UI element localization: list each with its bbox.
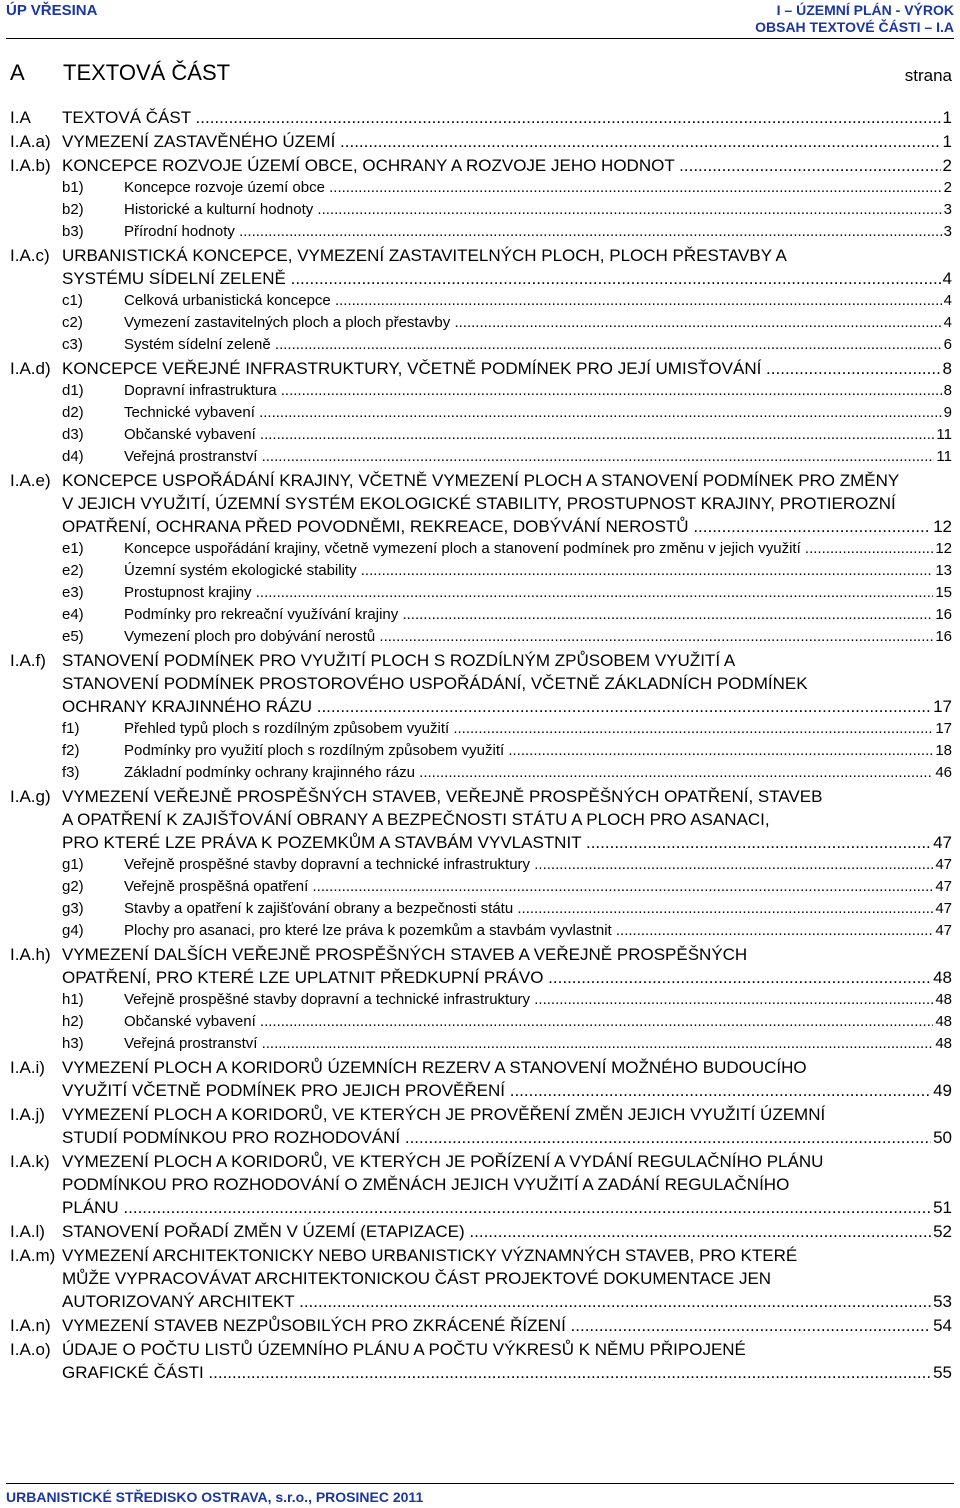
- toc-entry-last-line: [124, 424, 952, 446]
- toc-entry-text: [124, 538, 933, 560]
- toc-entry-text: [62, 130, 941, 153]
- toc-entry-text: [62, 1126, 931, 1149]
- toc-entry-text: [124, 604, 933, 626]
- toc-entry-text: [62, 154, 941, 177]
- toc-entry-page: 16: [935, 606, 952, 623]
- toc-entry-page: 1: [942, 132, 952, 151]
- toc-subentry[interactable]: [10, 626, 952, 648]
- toc-entry-page: 12: [933, 517, 952, 536]
- toc-entry-number: I.A.h): [10, 945, 51, 964]
- toc-entry[interactable]: [10, 1150, 952, 1219]
- toc-entry-page: 3: [943, 201, 952, 218]
- table-of-contents: [10, 106, 952, 1384]
- toc-entry-text: [62, 357, 941, 380]
- toc-entry-title: GRAFICKÉ ČÁSTI: [62, 1363, 204, 1382]
- toc-entry[interactable]: [10, 1103, 952, 1149]
- toc-entry[interactable]: [10, 106, 952, 129]
- toc-entry-title: Stavby a opatření k zajišťování obrany a bezpečnosti státu: [124, 900, 514, 917]
- toc-entry-last-line: [124, 582, 952, 604]
- toc-entry[interactable]: [10, 943, 952, 989]
- toc-entry[interactable]: [10, 1338, 952, 1384]
- toc-entry-title: Systém sídelní zeleně: [124, 336, 271, 353]
- toc-entry-number: g1): [62, 856, 84, 873]
- toc-subentry[interactable]: [10, 898, 952, 920]
- toc-entry-text: [124, 177, 942, 199]
- toc-entry-title: Veřejně prospěšná opatření: [124, 878, 309, 895]
- toc-entry-number: I.A.d): [10, 359, 51, 378]
- toc-entry[interactable]: [10, 785, 952, 854]
- toc-entry-last-line: [124, 898, 952, 920]
- toc-entry-last-line: [62, 130, 952, 153]
- toc-entry-text: [62, 1290, 931, 1313]
- toc-entry-text: [124, 582, 933, 604]
- toc-entry-page: 18: [935, 742, 952, 759]
- toc-entry-last-line: [62, 831, 952, 854]
- toc-entry-title: SYSTÉMU SÍDELNÍ ZELENĚ: [62, 269, 286, 288]
- footer-text: URBANISTICKÉ STŘEDISKO OSTRAVA, s.r.o., PROSINEC 2011: [6, 1489, 424, 1505]
- toc-entry-number: I.A.e): [10, 471, 51, 490]
- toc-entry-title: Podmínky pro využití ploch s rozdílným způsobem využití: [124, 742, 505, 759]
- toc-entry-text-line: PODMÍNKOU PRO ROZHODOVÁNÍ O ZMĚNÁCH JEJICH VYUŽITÍ A ZADÁNÍ REGULAČNÍHO: [62, 1175, 790, 1194]
- page-column-label: strana: [904, 66, 952, 85]
- toc-entry-text-line: VYMEZENÍ PLOCH A KORIDORŮ, VE KTERÝCH JE PROVĚŘENÍ ZMĚN JEJICH VYUŽITÍ ÚZEMNÍ: [62, 1105, 826, 1124]
- toc-entry-page: 47: [935, 878, 952, 895]
- toc-entry-text: [124, 334, 942, 356]
- header-document-info: [755, 2, 954, 36]
- toc-entry-text: [124, 718, 933, 740]
- toc-entry-text: [62, 966, 931, 989]
- toc-entry-text-line: MŮŽE VYPRACOVÁVAT ARCHITEKTONICKOU ČÁST PROJEKTOVÉ DOKUMENTACE JEN: [62, 1269, 772, 1288]
- toc-entry-title: OPATŘENÍ, PRO KTERÉ LZE UPLATNIT PŘEDKUPNÍ PRÁVO: [62, 968, 544, 987]
- toc-entry-title: Přehled typů ploch s rozdílným způsobem využití: [124, 720, 450, 737]
- toc-entry-last-line: [124, 626, 952, 648]
- toc-entry-page: 47: [935, 922, 952, 939]
- toc-entry-last-line: [124, 854, 952, 876]
- toc-entry-title: PLÁNU: [62, 1198, 119, 1217]
- toc-entry-number: c1): [62, 292, 83, 309]
- toc-entry-number: h1): [62, 991, 84, 1008]
- toc-entry-last-line: [124, 1011, 952, 1033]
- toc-entry[interactable]: [10, 1220, 952, 1243]
- toc-entry-title: Vymezení ploch pro dobývání nerostů: [124, 628, 376, 645]
- toc-entry-title: VYMEZENÍ STAVEB NEZPŮSOBILÝCH PRO ZKRÁCENÉ ŘÍZENÍ: [62, 1316, 566, 1335]
- toc-entry-last-line: [124, 199, 952, 221]
- toc-entry-text: [62, 1079, 931, 1102]
- toc-entry-page: 54: [933, 1316, 952, 1335]
- toc-entry-number: b2): [62, 201, 84, 218]
- toc-entry-text-line: VYMEZENÍ PLOCH A KORIDORŮ, VE KTERÝCH JE POŘÍZENÍ A VYDÁNÍ REGULAČNÍHO PLÁNU: [62, 1152, 824, 1171]
- toc-entry-page: 13: [935, 562, 952, 579]
- toc-entry[interactable]: [10, 649, 952, 718]
- toc-entry-text: [124, 854, 933, 876]
- toc-entry-title: Celková urbanistická koncepce: [124, 292, 331, 309]
- toc-entry-page: 48: [935, 1013, 952, 1030]
- toc-entry-text: [62, 106, 941, 129]
- toc-entry-number: I.A.a): [10, 132, 51, 151]
- toc-entry-number: f3): [62, 764, 80, 781]
- toc-entry-page: 53: [933, 1292, 952, 1311]
- toc-subentry[interactable]: [10, 560, 952, 582]
- toc-entry-text-line: VYMEZENÍ ARCHITEKTONICKY NEBO URBANISTICKY VÝZNAMNÝCH STAVEB, PRO KTERÉ: [62, 1246, 798, 1265]
- toc-entry-page: 2: [942, 156, 952, 175]
- toc-subentry[interactable]: [10, 989, 952, 1011]
- toc-entry-page: 48: [933, 968, 952, 987]
- toc-entry-title: Koncepce rozvoje území obce: [124, 179, 325, 196]
- toc-entry-last-line: [124, 380, 952, 402]
- toc-entry-last-line: [124, 402, 952, 424]
- toc-entry-last-line: [62, 267, 952, 290]
- toc-entry-title: STUDIÍ PODMÍNKOU PRO ROZHODOVÁNÍ: [62, 1128, 401, 1147]
- toc-entry-page: 52: [933, 1222, 952, 1241]
- toc-entry-title: Územní systém ekologické stability: [124, 562, 357, 579]
- toc-entry-last-line: [124, 446, 952, 468]
- toc-subentry[interactable]: [10, 1033, 952, 1055]
- toc-entry-number: e1): [62, 540, 84, 557]
- toc-entry-number: b1): [62, 179, 84, 196]
- toc-entry-number: g4): [62, 922, 84, 939]
- toc-entry-last-line: [124, 876, 952, 898]
- toc-entry-last-line: [62, 966, 952, 989]
- toc-title-letter: A: [10, 60, 25, 85]
- toc-entry-page: 48: [935, 991, 952, 1008]
- toc-entry-last-line: [62, 1314, 952, 1337]
- toc-entry-page: 15: [935, 584, 952, 601]
- toc-entry-text-line: V JEJICH VYUŽITÍ, ÚZEMNÍ SYSTÉM EKOLOGICKÉ STABILITY, PROSTUPNOST KRAJINY, PROTIEROZNÍ: [62, 494, 896, 513]
- toc-subentry[interactable]: [10, 402, 952, 424]
- toc-entry-title: TEXTOVÁ ČÁST: [62, 108, 191, 127]
- toc-subentry[interactable]: [10, 740, 952, 762]
- toc-entry-title: Plochy pro asanaci, pro které lze práva k pozemkům a stavbám vyvlastnit: [124, 922, 612, 939]
- toc-entry-number: e2): [62, 562, 84, 579]
- toc-entry-text: [124, 626, 933, 648]
- toc-entry[interactable]: [10, 130, 952, 153]
- toc-entry-page: 4: [943, 292, 952, 309]
- toc-entry-text-line: VYMEZENÍ DALŠÍCH VEŘEJNĚ PROSPĚŠNÝCH STAVEB A VEŘEJNĚ PROSPĚŠNÝCH: [62, 945, 748, 964]
- toc-entry-number: I.A.c): [10, 246, 50, 265]
- toc-entry-title: STANOVENÍ POŘADÍ ZMĚN V ÚZEMÍ (ETAPIZACE): [62, 1222, 465, 1241]
- toc-entry-page: 47: [935, 900, 952, 917]
- toc-entry-page: 4: [943, 314, 952, 331]
- toc-entry-text: [62, 831, 931, 854]
- toc-entry-number: I.A.l): [10, 1222, 45, 1241]
- toc-entry-title: Občanské vybavení: [124, 426, 256, 443]
- toc-entry-last-line: [62, 1079, 952, 1102]
- toc-entry-number: I.A.j): [10, 1105, 45, 1124]
- toc-entry-title: KONCEPCE ROZVOJE ÚZEMÍ OBCE, OCHRANY A ROZVOJE JEHO HODNOT: [62, 156, 675, 175]
- toc-entry-number: h3): [62, 1035, 84, 1052]
- toc-subentry[interactable]: [10, 538, 952, 560]
- toc-subentry[interactable]: [10, 604, 952, 626]
- toc-entry[interactable]: [10, 1314, 952, 1337]
- toc-entry-number: e3): [62, 584, 84, 601]
- toc-entry-last-line: [124, 740, 952, 762]
- toc-entry-text: [124, 402, 942, 424]
- toc-subentry[interactable]: [10, 424, 952, 446]
- toc-entry-text: [124, 446, 934, 468]
- toc-entry-number: h2): [62, 1013, 84, 1030]
- toc-entry-text: [124, 1033, 933, 1055]
- toc-entry-number: d1): [62, 382, 84, 399]
- header-section-title: OBSAH TEXTOVÉ ČÁSTI – I.A: [755, 19, 954, 35]
- toc-entry-page: 8: [943, 382, 952, 399]
- toc-entry-text: [62, 1314, 931, 1337]
- toc-entry-text: [124, 380, 942, 402]
- toc-entry[interactable]: [10, 357, 952, 380]
- toc-entry-last-line: [124, 221, 952, 243]
- toc-entry-text: [124, 199, 942, 221]
- toc-entry-text: [62, 1220, 931, 1243]
- toc-entry-number: I.A.f): [10, 651, 46, 670]
- toc-entry-title: Vymezení zastavitelných ploch a ploch přestavby: [124, 314, 451, 331]
- toc-subentry[interactable]: [10, 446, 952, 468]
- toc-entry-page: 9: [943, 404, 952, 421]
- toc-entry-text: [62, 1361, 931, 1384]
- toc-entry-last-line: [124, 177, 952, 199]
- toc-entry-page: 16: [935, 628, 952, 645]
- toc-entry-number: g3): [62, 900, 84, 917]
- toc-entry-text: [124, 989, 933, 1011]
- toc-entry-last-line: [62, 357, 952, 380]
- toc-entry-last-line: [124, 290, 952, 312]
- toc-entry-last-line: [124, 920, 952, 942]
- toc-entry-text: [124, 920, 933, 942]
- toc-entry-title: Dopravní infrastruktura: [124, 382, 277, 399]
- toc-entry[interactable]: [10, 469, 952, 538]
- toc-entry[interactable]: [10, 154, 952, 177]
- toc-subentry[interactable]: [10, 221, 952, 243]
- toc-entry-last-line: [124, 538, 952, 560]
- toc-entry-text: [124, 740, 933, 762]
- toc-subentry[interactable]: [10, 290, 952, 312]
- toc-entry-text: [62, 267, 941, 290]
- toc-entry-text: [124, 290, 942, 312]
- toc-entry-number: f2): [62, 742, 80, 759]
- toc-entry-page: 55: [933, 1363, 952, 1382]
- toc-entry-number: I.A.g): [10, 787, 51, 806]
- toc-entry-page: 46: [935, 764, 952, 781]
- toc-entry-title: OPATŘENÍ, OCHRANA PŘED POVODNĚMI, REKREACE, DOBÝVÁNÍ NEROSTŮ: [62, 517, 689, 536]
- toc-entry-text: [62, 695, 931, 718]
- toc-entry-last-line: [62, 1196, 952, 1219]
- toc-entry-number: d4): [62, 448, 84, 465]
- toc-subentry[interactable]: [10, 876, 952, 898]
- toc-entry-page: 8: [942, 359, 952, 378]
- toc-entry-title: AUTORIZOVANÝ ARCHITEKT: [62, 1292, 295, 1311]
- toc-entry-text-line: URBANISTICKÁ KONCEPCE, VYMEZENÍ ZASTAVITELNÝCH PLOCH, PLOCH PŘESTAVBY A: [62, 246, 787, 265]
- toc-entry-page: 49: [933, 1081, 952, 1100]
- toc-entry-last-line: [62, 695, 952, 718]
- toc-entry-text: [124, 876, 933, 898]
- toc-entry-text-line: STANOVENÍ PODMÍNEK PRO VYUŽITÍ PLOCH S ROZDÍLNÝM ZPŮSOBEM VYUŽITÍ A: [62, 651, 736, 670]
- toc-entry-title: Veřejně prospěšné stavby dopravní a technické infrastruktury: [124, 991, 531, 1008]
- toc-entry-page: 12: [935, 540, 952, 557]
- toc-entry-title: Prostupnost krajiny: [124, 584, 252, 601]
- toc-entry-last-line: [124, 989, 952, 1011]
- toc-subentry[interactable]: [10, 718, 952, 740]
- toc-entry-text-line: VYMEZENÍ VEŘEJNĚ PROSPĚŠNÝCH STAVEB, VEŘEJNĚ PROSPĚŠNÝCH OPATŘENÍ, STAVEB: [62, 787, 823, 806]
- toc-entry-last-line: [124, 334, 952, 356]
- toc-entry-text-line: ÚDAJE O POČTU LISTŮ ÚZEMNÍHO PLÁNU A POČTU VÝKRESŮ K NĚMU PŘIPOJENÉ: [62, 1340, 746, 1359]
- toc-subentry[interactable]: [10, 199, 952, 221]
- toc-entry-text-line: A OPATŘENÍ K ZAJIŠŤOVÁNÍ OBRANY A BEZPEČNOSTI STÁTU A PLOCH PRO ASANACI,: [62, 810, 770, 829]
- toc-entry-text: [62, 1196, 931, 1219]
- toc-entry-page: 51: [933, 1198, 952, 1217]
- toc-subentry[interactable]: [10, 854, 952, 876]
- page-footer: [6, 1483, 954, 1508]
- toc-entry[interactable]: [10, 244, 952, 290]
- page-header: [6, 2, 954, 39]
- toc-subentry[interactable]: [10, 1011, 952, 1033]
- toc-entry-last-line: [62, 1126, 952, 1149]
- toc-entry-title: Veřejná prostranství: [124, 1035, 258, 1052]
- header-document-title: I – ÚZEMNÍ PLÁN - VÝROK: [776, 2, 954, 18]
- toc-subentry[interactable]: [10, 380, 952, 402]
- toc-entry-page: 50: [933, 1128, 952, 1147]
- toc-entry-number: I.A.o): [10, 1340, 51, 1359]
- toc-entry-title: Přírodní hodnoty: [124, 223, 235, 240]
- toc-entry-number: e5): [62, 628, 84, 645]
- toc-entry-number: d2): [62, 404, 84, 421]
- toc-entry-text: [62, 515, 931, 538]
- toc-entry-title: PRO KTERÉ LZE PRÁVA K POZEMKŮM A STAVBÁM VYVLASTNIT: [62, 833, 582, 852]
- toc-entry-number: I.A: [10, 108, 31, 127]
- toc-entry-title: OCHRANY KRAJINNÉHO RÁZU: [62, 697, 312, 716]
- toc-entry-page: 11: [936, 448, 952, 465]
- toc-entry-number: I.A.k): [10, 1152, 50, 1171]
- toc-entry-last-line: [62, 1290, 952, 1313]
- toc-entry-page: 3: [943, 223, 952, 240]
- toc-entry-number: I.A.b): [10, 156, 51, 175]
- toc-entry-text: [124, 1011, 933, 1033]
- toc-entry-page: 47: [933, 833, 952, 852]
- toc-title-text: TEXTOVÁ ČÁST: [63, 60, 231, 85]
- toc-subentry[interactable]: [10, 334, 952, 356]
- toc-entry-title: Veřejná prostranství: [124, 448, 258, 465]
- toc-entry-page: 11: [936, 426, 952, 443]
- toc-entry-text-line: STANOVENÍ PODMÍNEK PROSTOROVÉHO USPOŘÁDÁNÍ, VČETNĚ ZÁKLADNÍCH PODMÍNEK: [62, 674, 808, 693]
- toc-title: [10, 60, 952, 90]
- toc-entry-page: 6: [943, 336, 952, 353]
- toc-entry-text-line: KONCEPCE USPOŘÁDÁNÍ KRAJINY, VČETNĚ VYMEZENÍ PLOCH A STANOVENÍ PODMÍNEK PRO ZMĚNY: [62, 471, 900, 490]
- toc-entry-title: Veřejně prospěšné stavby dopravní a technické infrastruktury: [124, 856, 531, 873]
- toc-entry-title: KONCEPCE VEŘEJNÉ INFRASTRUKTURY, VČETNĚ PODMÍNEK PRO JEJÍ UMISŤOVÁNÍ: [62, 359, 762, 378]
- toc-entry-number: g2): [62, 878, 84, 895]
- toc-entry-title: Koncepce uspořádání krajiny, včetně vymezení ploch a stanovení podmínek pro změnu v jejich využití: [124, 540, 801, 557]
- toc-entry-text: [124, 424, 934, 446]
- toc-entry-page: 4: [942, 269, 952, 288]
- toc-entry-text-line: VYMEZENÍ PLOCH A KORIDORŮ ÚZEMNÍCH REZERV A STANOVENÍ MOŽNÉHO BUDOUCÍHO: [62, 1058, 807, 1077]
- toc-entry-title: VYMEZENÍ ZASTAVĚNÉHO ÚZEMÍ: [62, 132, 336, 151]
- toc-entry-last-line: [62, 106, 952, 129]
- toc-entry-last-line: [124, 1033, 952, 1055]
- toc-entry-title: VYUŽITÍ VČETNĚ PODMÍNEK PRO JEJICH PROVĚŘENÍ: [62, 1081, 506, 1100]
- toc-entry-page: 17: [935, 720, 952, 737]
- toc-entry-last-line: [62, 154, 952, 177]
- toc-entry-last-line: [124, 762, 952, 784]
- toc-entry-number: c3): [62, 336, 83, 353]
- toc-entry[interactable]: [10, 1056, 952, 1102]
- toc-entry-number: b3): [62, 223, 84, 240]
- toc-entry-last-line: [124, 604, 952, 626]
- toc-entry-page: 1: [942, 108, 952, 127]
- toc-entry-number: d3): [62, 426, 84, 443]
- toc-entry-text: [124, 898, 933, 920]
- toc-entry-title: Základní podmínky ochrany krajinného rázu: [124, 764, 415, 781]
- toc-entry-page: 47: [935, 856, 952, 873]
- toc-entry-number: I.A.m): [10, 1246, 56, 1265]
- toc-entry-number: f1): [62, 720, 80, 737]
- toc-entry-title: Historické a kulturní hodnoty: [124, 201, 314, 218]
- toc-entry-page: 48: [935, 1035, 952, 1052]
- toc-entry-last-line: [124, 312, 952, 334]
- toc-entry-text: [124, 312, 942, 334]
- toc-entry-page: 2: [943, 179, 952, 196]
- toc-entry-title: Podmínky pro rekreační využívání krajiny: [124, 606, 399, 623]
- toc-entry-text: [124, 560, 933, 582]
- toc-entry-number: e4): [62, 606, 84, 623]
- toc-entry-text: [124, 762, 933, 784]
- toc-entry-page: 17: [933, 697, 952, 716]
- toc-entry-last-line: [124, 718, 952, 740]
- toc-entry-title: Občanské vybavení: [124, 1013, 256, 1030]
- toc-subentry[interactable]: [10, 582, 952, 604]
- toc-subentry[interactable]: [10, 920, 952, 942]
- toc-subentry[interactable]: [10, 177, 952, 199]
- toc-subentry[interactable]: [10, 312, 952, 334]
- toc-entry-last-line: [124, 560, 952, 582]
- toc-entry-text: [124, 221, 942, 243]
- toc-entry-number: I.A.n): [10, 1316, 51, 1335]
- header-project-name: ÚP VŘESINA: [6, 2, 98, 19]
- toc-entry[interactable]: [10, 1244, 952, 1313]
- toc-subentry[interactable]: [10, 762, 952, 784]
- toc-entry-number: c2): [62, 314, 83, 331]
- toc-entry-last-line: [62, 1220, 952, 1243]
- toc-entry-last-line: [62, 1361, 952, 1384]
- toc-entry-title: Technické vybavení: [124, 404, 255, 421]
- toc-entry-number: I.A.i): [10, 1058, 45, 1077]
- toc-entry-last-line: [62, 515, 952, 538]
